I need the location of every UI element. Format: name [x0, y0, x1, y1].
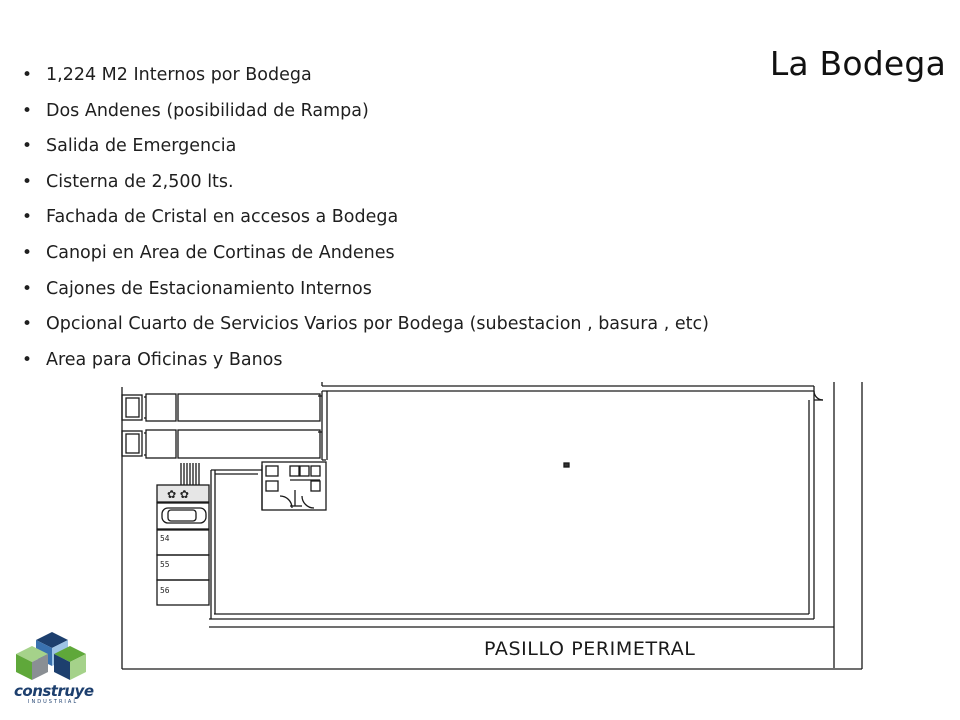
truck-trailer	[178, 430, 320, 458]
truck-trailer	[178, 394, 320, 421]
bullet-item: • Cisterna de 2,500 lts.	[22, 167, 709, 203]
svg-text:✿ ✿: ✿ ✿	[167, 488, 189, 501]
slide-title: La Bodega	[769, 44, 946, 83]
bullet-item: • Canopi en Area de Cortinas de Andenes	[22, 238, 709, 274]
bullet-item: • Opcional Cuarto de Servicios Varios por Bodega (subestacion , basura , etc)	[22, 309, 709, 345]
construye-logo-icon	[10, 632, 92, 684]
logo-subtitle: INDUSTRIAL	[28, 699, 79, 705]
door-swing	[814, 391, 823, 400]
logo-wordmark: construye	[14, 682, 94, 700]
bullet-item: • Dos Andenes (posibilidad de Rampa)	[22, 96, 709, 132]
bullet-item: • Cajones de Estacionamiento Internos	[22, 274, 709, 310]
bullet-item: • 1,224 M2 Internos por Bodega	[22, 60, 709, 96]
bullet-item: • Fachada de Cristal en accesos a Bodega	[22, 202, 709, 238]
parking-number: 56	[160, 586, 170, 595]
parking-number: 55	[160, 560, 170, 569]
parking-space	[157, 503, 209, 529]
bullet-item: • Area para Oficinas y Banos	[22, 345, 709, 381]
corridor-label: PASILLO PERIMETRAL	[484, 638, 696, 660]
bullet-item: • Salida de Emergencia	[22, 131, 709, 167]
parking-number: 54	[160, 534, 170, 543]
